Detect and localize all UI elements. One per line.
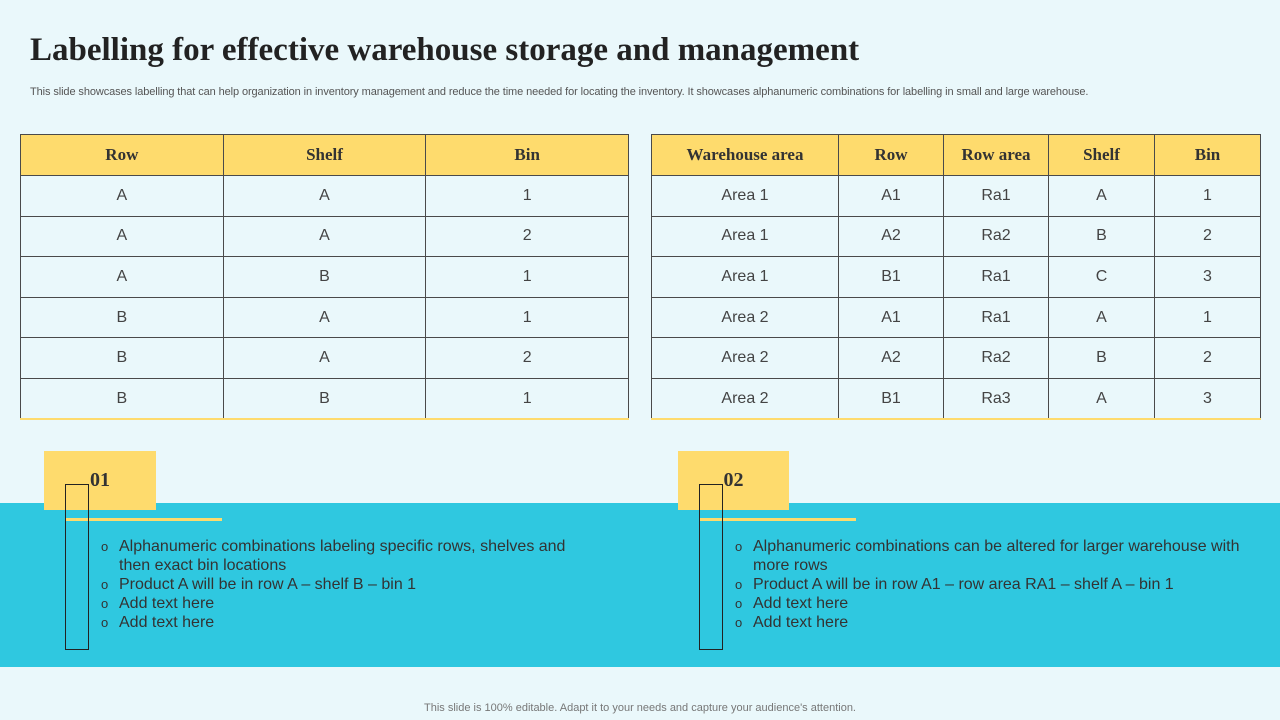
- table-cell: B: [21, 378, 224, 419]
- table-cell: B: [21, 297, 224, 338]
- section-number: 01: [90, 469, 110, 491]
- table-cell: 2: [1155, 338, 1261, 379]
- table-cell: A: [1049, 176, 1155, 217]
- section-underline: [700, 518, 856, 521]
- column-header: Row area: [944, 135, 1049, 176]
- list-item: o Alphanumeric combinations labeling specific rows, shelves and then exact bin locations: [101, 537, 567, 575]
- table-cell: Ra2: [944, 338, 1049, 379]
- section-bullet-list: [735, 537, 1243, 632]
- column-header: Bin: [1155, 135, 1261, 176]
- list-item: o Add text here: [101, 613, 567, 632]
- column-header: Shelf: [1049, 135, 1155, 176]
- table-cell: Area 2: [652, 297, 839, 338]
- column-header: Bin: [426, 135, 629, 176]
- list-item: o Add text here: [735, 594, 1243, 613]
- list-item: o Product A will be in row A1 – row area RA1 – shelf A – bin 1: [735, 575, 1243, 594]
- column-header: Row: [21, 135, 224, 176]
- section-underline: [66, 518, 222, 521]
- table-cell: Area 1: [652, 216, 839, 257]
- table-cell: A2: [839, 216, 944, 257]
- table-cell: B1: [839, 257, 944, 298]
- table-cell: 1: [1155, 176, 1261, 217]
- table-cell: Area 1: [652, 257, 839, 298]
- large-warehouse-table: [651, 134, 1261, 420]
- table-row: [21, 338, 629, 379]
- list-item: o Product A will be in row A – shelf B – bin 1: [101, 575, 567, 594]
- section-number-badge: [44, 451, 156, 510]
- table-cell: B1: [839, 378, 944, 419]
- table-cell: A: [223, 176, 426, 217]
- table-row: [652, 216, 1261, 257]
- table-cell: 1: [426, 257, 629, 298]
- table-cell: Area 1: [652, 176, 839, 217]
- table-cell: C: [1049, 257, 1155, 298]
- small-warehouse-table: [20, 134, 629, 420]
- table-cell: Ra1: [944, 176, 1049, 217]
- column-header: Row: [839, 135, 944, 176]
- table-cell: A: [223, 338, 426, 379]
- table-cell: 2: [426, 216, 629, 257]
- table-row: [652, 378, 1261, 419]
- table-cell: B: [21, 338, 224, 379]
- list-item: o Alphanumeric combinations can be altered for larger warehouse with more rows: [735, 537, 1243, 575]
- table-cell: A: [21, 257, 224, 298]
- section-number-badge: [678, 451, 789, 510]
- table-row: [652, 257, 1261, 298]
- table-row: [21, 216, 629, 257]
- table-row: [21, 176, 629, 217]
- table-cell: Ra1: [944, 297, 1049, 338]
- table-cell: A1: [839, 176, 944, 217]
- table-cell: 1: [1155, 297, 1261, 338]
- table-row: [21, 378, 629, 419]
- table-cell: A1: [839, 297, 944, 338]
- slide-subtitle: This slide showcases labelling that can help organization in inventory management and reduce the time needed for locating the inventory. It showcases alphanumeric combinations for labelling in small and large warehouse.: [30, 86, 1089, 98]
- table-cell: A: [223, 216, 426, 257]
- table-cell: 3: [1155, 257, 1261, 298]
- table-row: [652, 176, 1261, 217]
- table-cell: B: [223, 378, 426, 419]
- table-cell: 3: [1155, 378, 1261, 419]
- table-cell: 2: [426, 338, 629, 379]
- column-header: Warehouse area: [652, 135, 839, 176]
- list-item: o Add text here: [101, 594, 567, 613]
- section-frame: [65, 484, 89, 650]
- table-header-row: [21, 135, 629, 176]
- table-cell: 2: [1155, 216, 1261, 257]
- column-header: Shelf: [223, 135, 426, 176]
- table-cell: A2: [839, 338, 944, 379]
- section-number: 02: [723, 469, 744, 491]
- table-cell: A: [1049, 378, 1155, 419]
- table-header-row: [652, 135, 1261, 176]
- footer-note: This slide is 100% editable. Adapt it to your needs and capture your audience's attention.: [424, 702, 856, 714]
- section-bullet-list: [101, 537, 567, 632]
- table-cell: A: [1049, 297, 1155, 338]
- table-row: [21, 297, 629, 338]
- table-cell: B: [1049, 216, 1155, 257]
- table-cell: Ra3: [944, 378, 1049, 419]
- table-cell: B: [1049, 338, 1155, 379]
- table-cell: 1: [426, 176, 629, 217]
- table-cell: B: [223, 257, 426, 298]
- slide-title: Labelling for effective warehouse storage and management: [30, 32, 860, 68]
- section-frame: [699, 484, 723, 650]
- table-cell: Area 2: [652, 338, 839, 379]
- table-cell: 1: [426, 378, 629, 419]
- table-cell: Area 2: [652, 378, 839, 419]
- table-cell: A: [21, 216, 224, 257]
- list-item: o Add text here: [735, 613, 1243, 632]
- table-row: [21, 257, 629, 298]
- table-cell: A: [21, 176, 224, 217]
- table-cell: Ra2: [944, 216, 1049, 257]
- table-cell: Ra1: [944, 257, 1049, 298]
- table-row: [652, 338, 1261, 379]
- table-cell: A: [223, 297, 426, 338]
- table-row: [652, 297, 1261, 338]
- table-cell: 1: [426, 297, 629, 338]
